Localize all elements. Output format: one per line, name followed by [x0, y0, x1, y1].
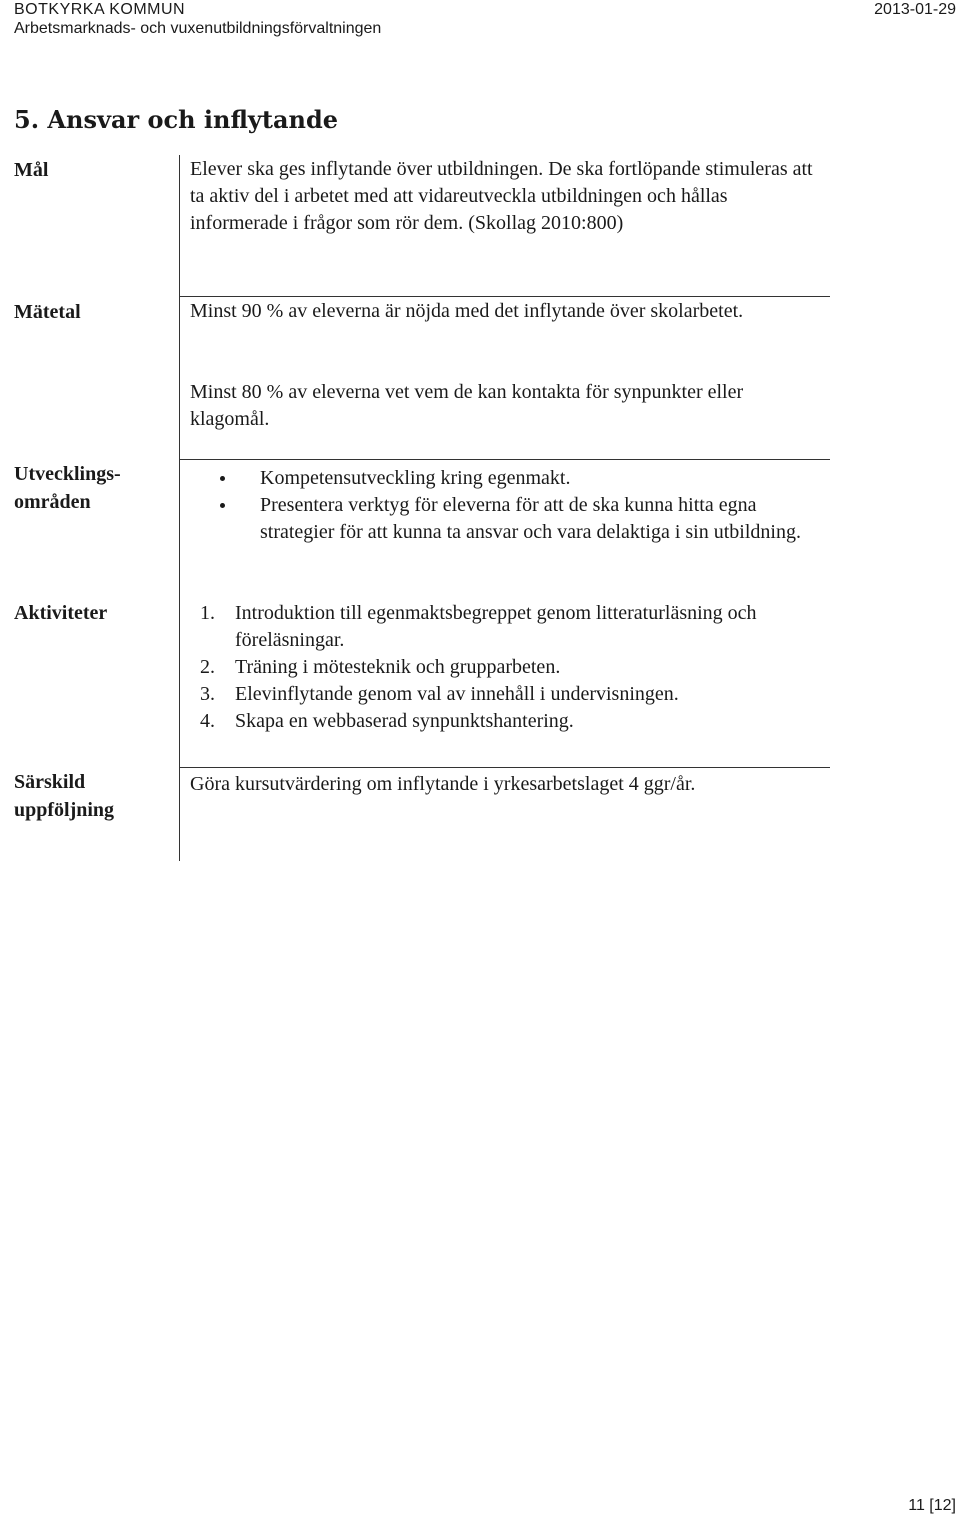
row-divider-uppfoljning — [179, 767, 830, 768]
bullet-icon — [220, 476, 225, 481]
row-label-utveckling — [14, 460, 121, 516]
list-item — [190, 654, 820, 681]
row-label-utveckling-line1: Utvecklings- — [14, 463, 121, 485]
list-item-number: 2. — [200, 656, 215, 678]
row-label-uppfoljning — [14, 768, 114, 824]
list-item-number: 3. — [200, 683, 215, 705]
list-item-text: Introduktion till egenmaktsbegreppet genom litteraturläsning och föreläsningar. — [235, 602, 757, 651]
list-item-text: Skapa en webbaserad synpunktshantering. — [235, 710, 574, 732]
list-item-text: Kompetensutveckling kring egenmakt. — [260, 467, 571, 489]
list-item-text: Elevinflytande genom val av innehåll i undervisningen. — [235, 683, 679, 705]
organization-name: BOTKYRKA KOMMUN — [14, 1, 186, 18]
list-item-number: 1. — [200, 602, 215, 624]
table-vertical-divider — [179, 155, 180, 861]
list-item-text: Presentera verktyg för eleverna för att de ska kunna hitta egna strategier för att kunna ta ansvar och vara delaktiga i sin utbildning. — [260, 494, 801, 543]
list-item — [190, 708, 820, 735]
list-item — [190, 600, 820, 654]
mal-text: Elever ska ges inflytande över utbildningen. De ska fortlöpande stimuleras att ta aktiv del i arbetet med att vidareutveckla utbildningen och hållas informerade i frågor som rör dem. (Skollag 2010:800) — [190, 158, 813, 234]
row-label-aktiviteter: Aktiviteter — [14, 602, 108, 624]
utveckling-list — [220, 465, 820, 546]
row-label-uppfoljning-line2: uppföljning — [14, 799, 115, 821]
section-title: 5. Ansvar och inflytande — [14, 105, 339, 134]
list-item — [190, 681, 820, 708]
aktiviteter-list — [190, 600, 820, 735]
document-date: 2013-01-29 — [874, 1, 956, 18]
row-label-mal: Mål — [14, 159, 49, 181]
row-divider-matetal — [179, 296, 830, 297]
list-item-text: Träning i mötesteknik och grupparbeten. — [235, 656, 561, 678]
list-item — [220, 465, 820, 492]
row-label-uppfoljning-line1: Särskild — [14, 771, 86, 793]
page-number: 11 [12] — [908, 1497, 956, 1514]
row-divider-utveckling — [179, 459, 830, 460]
row-label-utveckling-line2: områden — [14, 491, 91, 513]
matetal-paragraph-1: Minst 90 % av eleverna är nöjda med det inflytande över skolarbetet. — [190, 300, 744, 322]
list-item — [220, 492, 820, 546]
row-label-matetal: Mätetal — [14, 301, 81, 323]
uppfoljning-text: Göra kursutvärdering om inflytande i yrkesarbetslaget 4 ggr/år. — [190, 773, 696, 795]
bullet-icon — [220, 503, 225, 508]
department-name: Arbetsmarknads- och vuxenutbildningsförvaltningen — [14, 20, 382, 37]
matetal-paragraph-2: Minst 80 % av eleverna vet vem de kan kontakta för synpunkter eller klagomål. — [190, 381, 744, 430]
list-item-number: 4. — [200, 710, 215, 732]
